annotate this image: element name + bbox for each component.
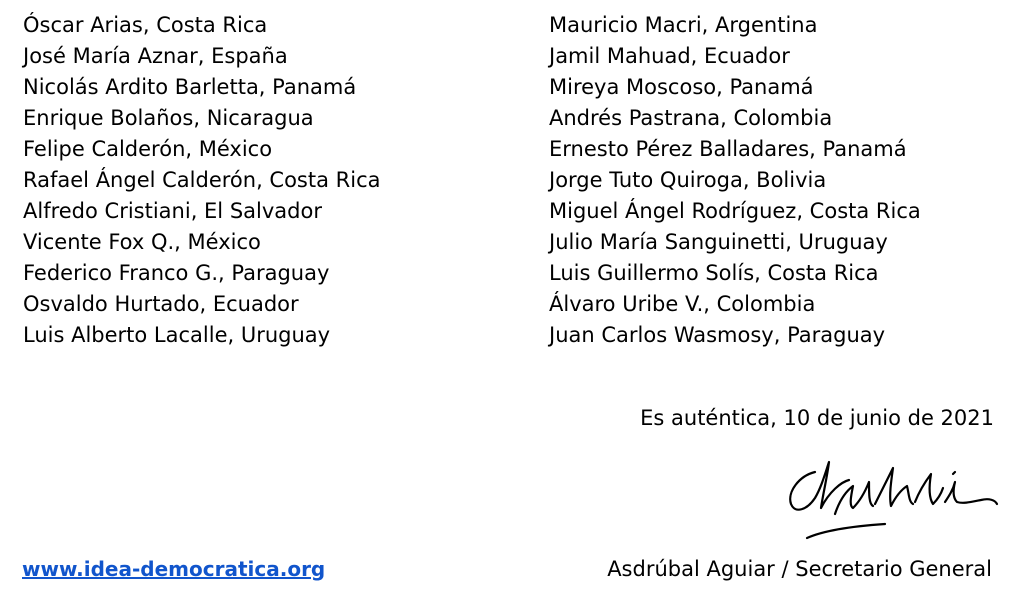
signatory-item: Miguel Ángel Rodríguez, Costa Rica [549, 199, 921, 223]
signatory-item: Óscar Arias, Costa Rica [23, 13, 268, 37]
signatory-item: Felipe Calderón, México [23, 137, 273, 161]
signatory-item: Luis Guillermo Solís, Costa Rica [549, 261, 879, 285]
signatory-item: Nicolás Ardito Barletta, Panamá [23, 75, 357, 99]
signatory-item: Jamil Mahuad, Ecuador [549, 44, 790, 68]
signatory-item: Federico Franco G., Paraguay [23, 261, 330, 285]
signatory-item: Juan Carlos Wasmosy, Paraguay [549, 323, 886, 347]
signatory-item: Vicente Fox Q., México [23, 230, 261, 254]
signatory-item: Ernesto Pérez Balladares, Panamá [549, 137, 907, 161]
signatory-item: Enrique Bolaños, Nicaragua [23, 106, 314, 130]
signatory-item: Osvaldo Hurtado, Ecuador [23, 292, 299, 316]
signatory-item: José María Aznar, España [23, 44, 288, 68]
attestation-date: Es auténtica, 10 de junio de 2021 [640, 406, 994, 430]
signatories-right-column [549, 10, 921, 351]
signatory-item: Andrés Pastrana, Colombia [549, 106, 833, 130]
website-link[interactable]: www.idea-democratica.org [22, 557, 326, 581]
signature-icon [785, 452, 1000, 547]
signatory-item: Jorge Tuto Quiroga, Bolivia [549, 168, 827, 192]
signatories-left-column [23, 10, 381, 351]
signer-name: Asdrúbal Aguiar / Secretario General [607, 557, 992, 581]
signatory-item: Mireya Moscoso, Panamá [549, 75, 814, 99]
signatory-item: Rafael Ángel Calderón, Costa Rica [23, 168, 381, 192]
signatory-item: Alfredo Cristiani, El Salvador [23, 199, 322, 223]
signatory-item: Álvaro Uribe V., Colombia [549, 292, 816, 316]
signatory-item: Luis Alberto Lacalle, Uruguay [23, 323, 331, 347]
signatory-item: Julio María Sanguinetti, Uruguay [549, 230, 888, 254]
signatory-item: Mauricio Macri, Argentina [549, 13, 818, 37]
